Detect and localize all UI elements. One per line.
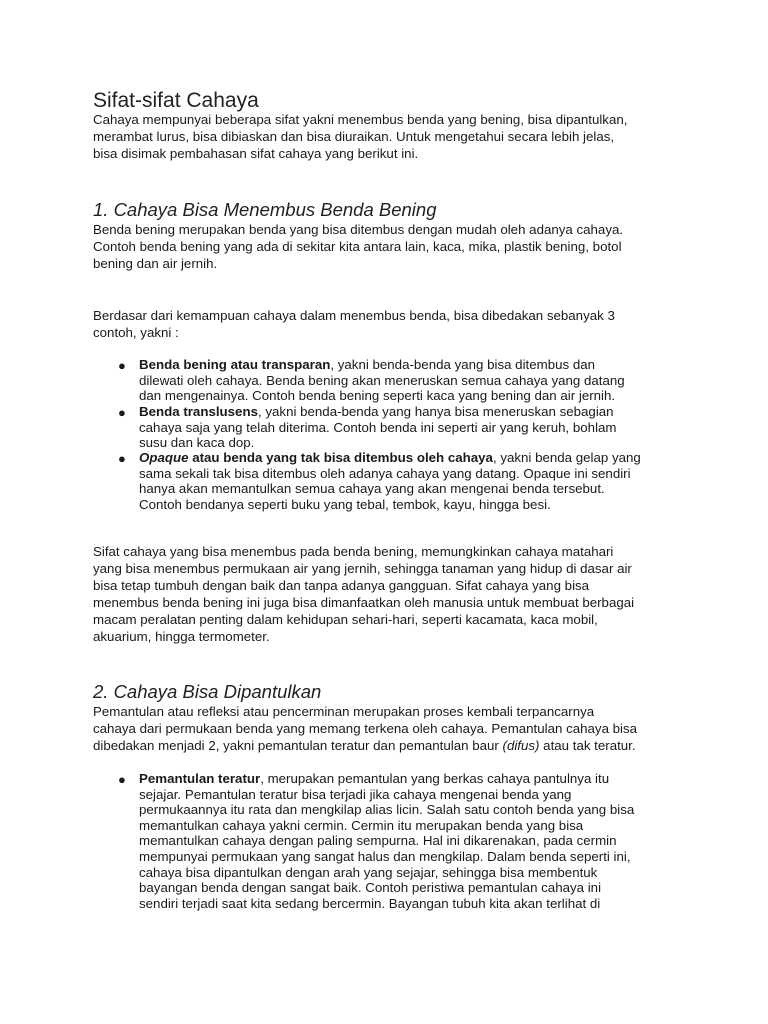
paragraph-text: dibedakan menjadi 2, yakni pemantulan teratur dan pemantulan baur xyxy=(93,738,503,753)
paragraph-line xyxy=(93,737,693,754)
paragraph-line: bisa tetap tumbuh dengan baik dan tanpa adanya gangguan. Sifat cahaya yang bisa xyxy=(93,578,590,593)
intro-line: merambat lurus, bisa dibiaskan dan bisa diuraikan. Untuk mengetahui secara lebih jelas, xyxy=(93,129,615,144)
bullet-line: memantulkan cahaya yakni cermin. Cermin itu merupakan benda yang bisa xyxy=(139,817,584,833)
bullet-text: , yakni benda-benda yang hanya bisa meneruskan sebagian xyxy=(257,404,614,419)
bullet-line: permukaannya itu rata dan mengkilap alias licin. Salah satu contoh benda yang bisa xyxy=(139,802,635,818)
bullet-text: , yakni benda gelap yang xyxy=(492,450,641,465)
paragraph-line: Sifat cahaya yang bisa menembus pada benda bening, memungkinkan cahaya matahari xyxy=(93,544,614,559)
bullet-line: sendiri terjadi saat kita sedang bercermin. Bayangan tubuh kita akan terlihat di xyxy=(139,895,601,911)
section1-paragraph-3 xyxy=(93,543,693,645)
paragraph-line: contoh, yakni : xyxy=(93,325,179,340)
bullet-term: Benda translusens xyxy=(139,404,258,419)
bullet-text: , yakni benda-benda yang bisa ditembus dan xyxy=(330,357,596,372)
section1-paragraph-1 xyxy=(93,221,693,272)
bullet-line: Contoh bendanya seperti buku yang tebal, tembok, kayu, hingga besi. xyxy=(139,496,551,512)
intro-line: bisa disimak pembahasan sifat cahaya yang berikut ini. xyxy=(93,146,419,161)
bullet-line: sama sekali tak bisa ditembus oleh adanya cahaya yang datang. Opaque ini sendiri xyxy=(139,465,631,481)
paragraph-line: Berdasar dari kemampuan cahaya dalam menembus benda, bisa dibedakan sebanyak 3 xyxy=(93,308,615,323)
bullet-line: mempunyai permukaan yang sangat halus dan mengkilap. Dalam benda seperti ini, xyxy=(139,848,631,864)
paragraph-line: macam peralatan penting dalam kehidupan sehari-hari, seperti kacamata, kaca mobil, xyxy=(93,612,598,627)
paragraph-line: Benda bening merupakan benda yang bisa ditembus dengan mudah oleh adanya cahaya. xyxy=(93,222,624,237)
paragraph-line: Pemantulan atau refleksi atau pencerminan merupakan proses kembali terpancarnya xyxy=(93,704,595,719)
bullet-term: Benda bening atau transparan xyxy=(139,357,331,372)
bullet-text: , merupakan pemantulan yang berkas cahaya pantulnya itu xyxy=(260,771,610,786)
intro-line: Cahaya mempunyai beberapa sifat yakni menembus benda yang bening, bisa dipantulkan, xyxy=(93,112,628,127)
paragraph-text: atau tak teratur. xyxy=(539,738,636,753)
bullet-line: susu dan kaca dop. xyxy=(139,435,255,451)
bullet-icon: ● xyxy=(118,405,126,420)
bullet-line: dan mengenainya. Contoh benda bening seperti kaca yang bening dan air jernih. xyxy=(139,388,616,404)
bullet-icon: ● xyxy=(118,772,126,787)
paragraph-italic: (difus) xyxy=(502,738,540,753)
paragraph-line: cahaya dari permukaan benda yang memang terkena oleh cahaya. Pemantulan cahaya bisa xyxy=(93,721,638,736)
paragraph-line: yang bisa menembus permukaan air yang jernih, sehingga tanaman yang hidup di dasar air xyxy=(93,561,632,576)
bullet-icon: ● xyxy=(118,451,126,466)
bullet-line: sejajar. Pemantulan teratur bisa terjadi jika cahaya mengenai benda yang xyxy=(139,786,572,802)
section1-paragraph-2 xyxy=(93,307,693,341)
bullet-line: memantulkan cahaya dengan paling sempurna. Hal ini dikarenakan, pada cermin xyxy=(139,833,617,849)
bullet-term: Pemantulan teratur xyxy=(139,771,261,786)
paragraph-line: akuarium, hingga termometer. xyxy=(93,629,270,644)
paragraph-line: bening dan air jernih. xyxy=(93,256,218,271)
bullet-line: dilewati oleh cahaya. Benda bening akan meneruskan semua cahaya yang datang xyxy=(139,372,625,388)
bullet-line: bayangan benda dengan sangat baik. Contoh peristiwa pemantulan cahaya ini xyxy=(139,880,602,896)
paragraph-line: menembus benda bening ini juga bisa dimanfaatkan oleh manusia untuk membuat berbagai xyxy=(93,595,635,610)
section2-paragraph-1 xyxy=(93,703,693,754)
section1-heading: 1. Cahaya Bisa Menembus Benda Bening xyxy=(93,199,437,220)
bullet-icon: ● xyxy=(118,358,126,373)
bullet-line: hanya akan memantulkan semua cahaya yang akan mengenai benda tersebut. xyxy=(139,481,605,497)
bullet-line: cahaya saja yang telah diterima. Contoh benda ini seperti air yang keruh, bohlam xyxy=(139,419,617,435)
page-title: Sifat-sifat Cahaya xyxy=(93,89,259,112)
bullet-term: atau benda yang tak bisa ditembus oleh cahaya xyxy=(188,450,493,465)
bullet-line: cahaya bisa dipantulkan dengan arah yang sejajar, sehingga bisa membentuk xyxy=(139,864,598,880)
section2-heading: 2. Cahaya Bisa Dipantulkan xyxy=(93,681,322,702)
bullet-term-italic: Opaque xyxy=(139,450,189,465)
paragraph-line: Contoh benda bening yang ada di sekitar kita antara lain, kaca, mika, plastik bening, botol xyxy=(93,239,622,254)
intro-paragraph xyxy=(93,111,693,162)
